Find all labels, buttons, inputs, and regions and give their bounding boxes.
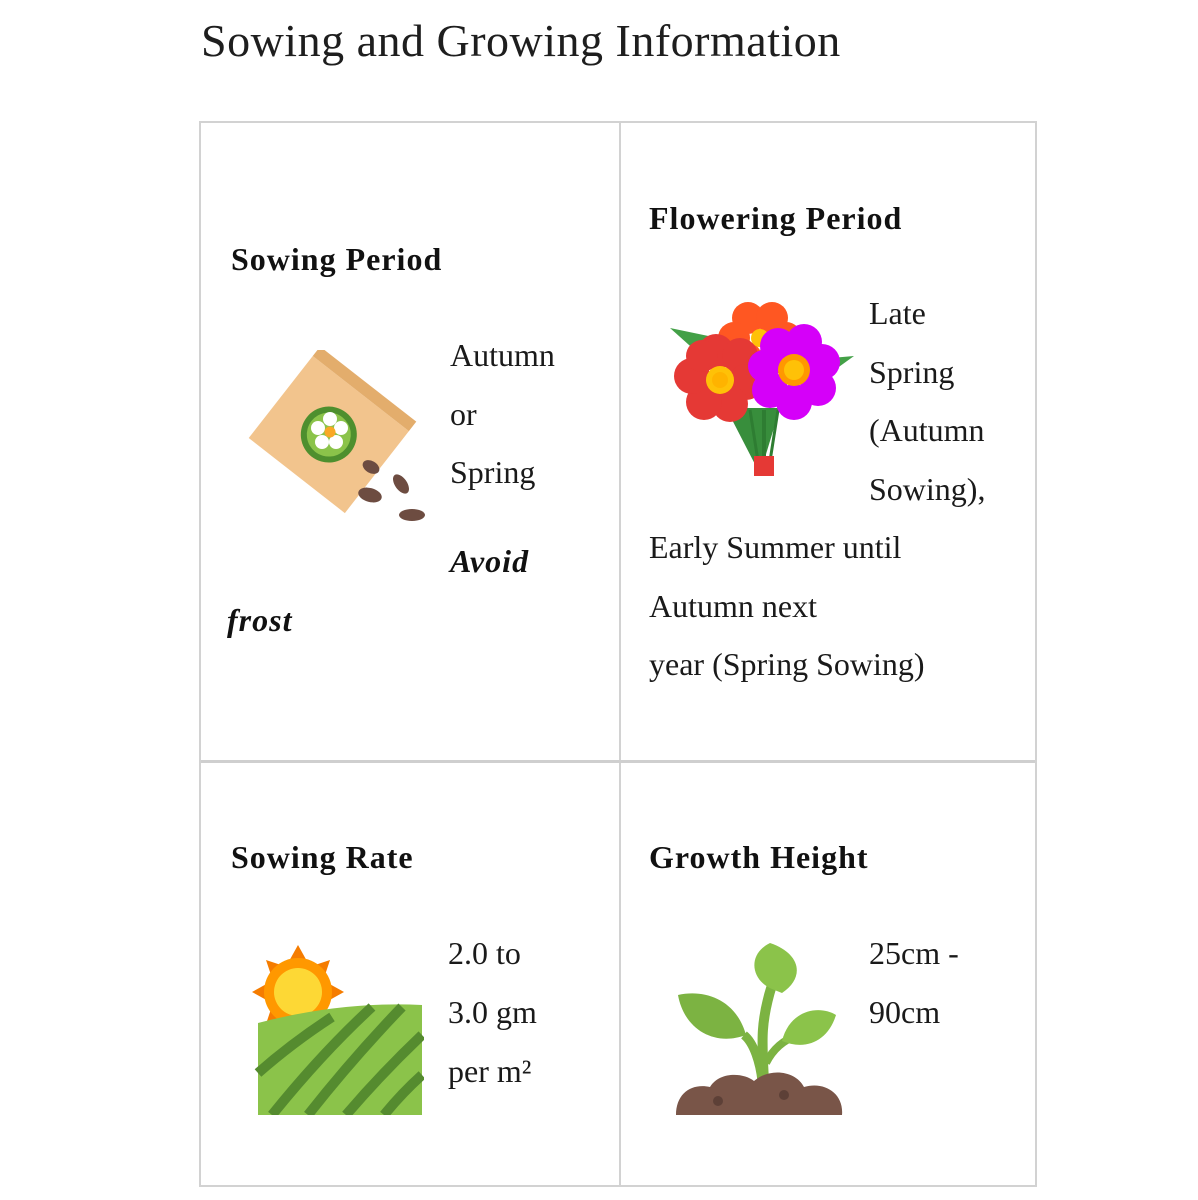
seedling-icon [674,943,846,1117]
sowing-period-note-frost: frost [227,602,293,638]
sun-field-icon [252,943,424,1115]
column-divider [619,123,621,1185]
sowing-rate-line-3: per m² [448,1053,532,1089]
seed-packet-icon [246,350,432,530]
flowering-period-heading: Flowering Period [649,200,903,236]
sowing-period-line-2: or [450,396,477,432]
row-divider [201,760,1035,763]
sowing-period-line-1: Autumn [450,337,555,373]
flowering-period-line-4: Sowing), [869,471,986,507]
flowering-period-line-2: Spring [869,354,955,390]
flowering-period-line-6: Autumn next [649,588,817,624]
flowering-period-line-7: year (Spring Sowing) [649,646,925,682]
sowing-period-line-3: Spring [450,454,536,490]
sowing-rate-line-1: 2.0 to [448,935,521,971]
growth-height-heading: Growth Height [649,839,869,875]
page-title: Sowing and Growing Information [201,15,841,66]
growth-height-line-1: 25cm - [869,935,959,971]
flowering-period-line-1: Late [869,295,926,331]
sowing-rate-line-2: 3.0 gm [448,994,537,1030]
flowering-period-line-3: (Autumn [869,412,985,448]
flowering-period-line-5: Early Summer until [649,529,902,565]
flower-bouquet-icon [668,298,856,490]
sowing-period-heading: Sowing Period [231,241,443,277]
sowing-rate-heading: Sowing Rate [231,839,414,875]
sowing-period-note-avoid: Avoid [450,543,530,579]
growth-height-line-2: 90cm [869,994,941,1030]
